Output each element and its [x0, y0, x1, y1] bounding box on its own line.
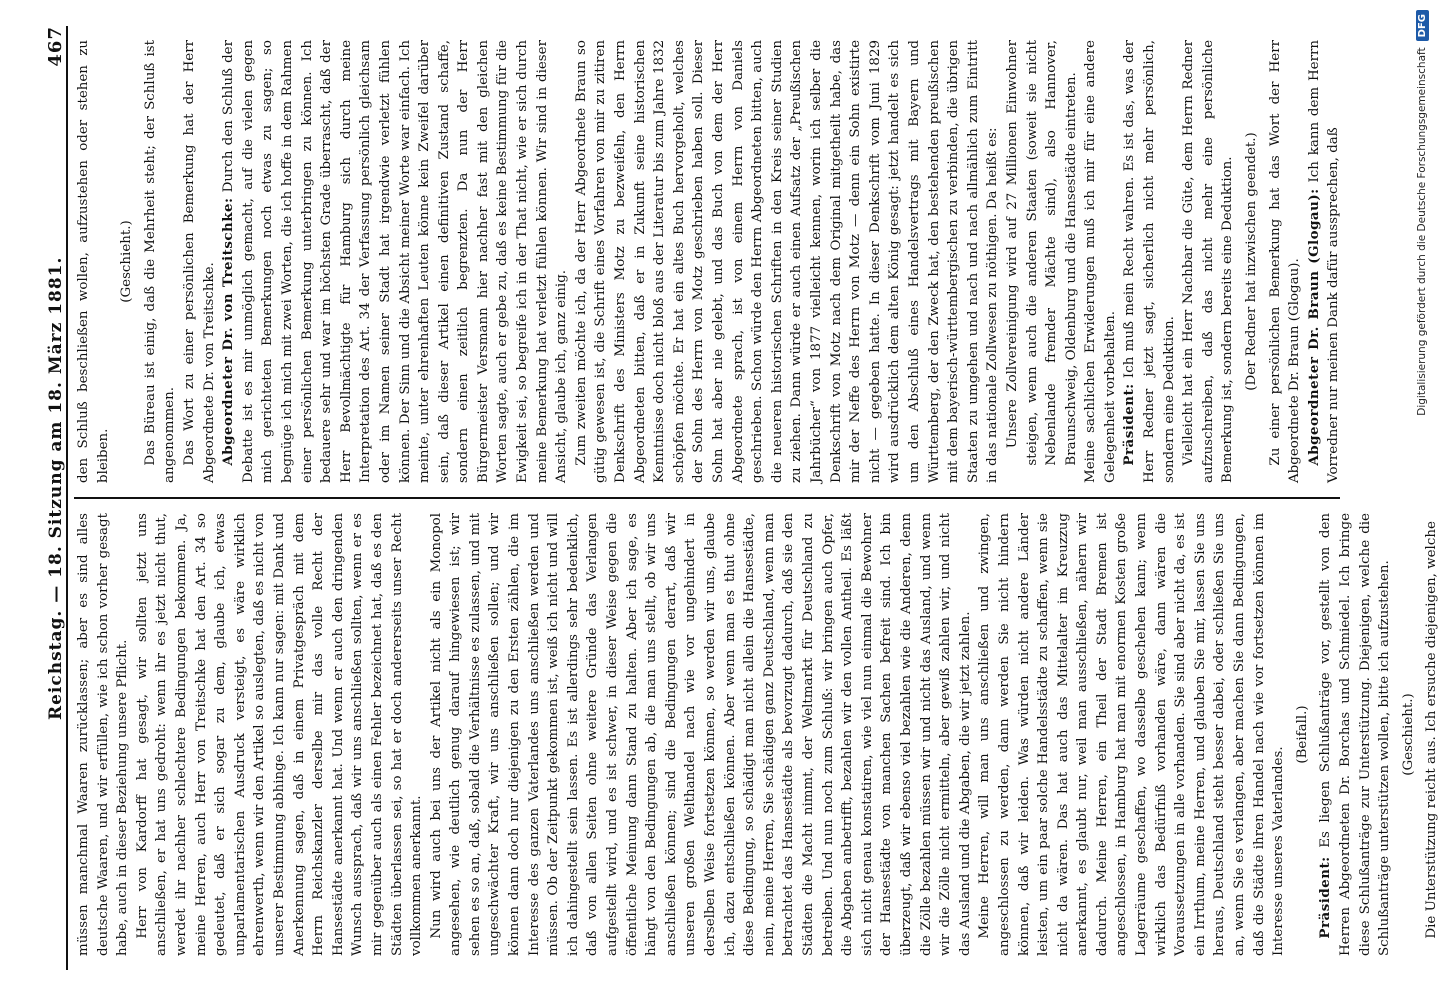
paragraph — [219, 40, 572, 483]
paragraph — [1316, 513, 1394, 956]
speaker-label: Präsident: — [1317, 856, 1334, 939]
paragraph: den Schluß beschließen wollen, aufzustehen oder stehen zu bleiben. — [76, 40, 111, 483]
speech-text: Ich muß mein Recht wahren. Es ist das, was der Herr Redner jetzt sagt, sicherlich nicht mehr persönlich, sondern eine Deduktion. — [1122, 40, 1177, 483]
quotation: Unsere Zollvereinigung wird auf 27 Millionen Einwohner steigen, wenn auch die anderen Staaten (soweit sie nicht Nebenlande fremder Mächte sind), also Hannover, Braunschweig, Oldenburg und die Hansestädte eintreten. — [1004, 40, 1079, 466]
speech-text: Es liegen Schlußanträge vor, gestellt von den Herren Abgeordneten Dr. Borchas und Schmiedel. Ich bringe diese Schlußanträge zur Unterstützung. Diejenigen, welche die Schlußanträge unterstützen wollen, bitte ich aufzustehen. — [1318, 513, 1393, 956]
speech-text: Ich kann dem Herrn Vorredner nur meinen Dank dafür aussprechen, daß — [1306, 40, 1342, 483]
page-number: 467 — [45, 26, 66, 67]
speaker-label: Präsident: — [1121, 383, 1138, 466]
paragraph: müssen manchmal Waaren zurücklassen; aber es sind alles deutsche Waaren, und wir erfüllen, wie ich schon vorher gesagt habe, auch in dieser Beziehung unsere Pflicht. — [76, 513, 131, 956]
page-header — [30, 26, 68, 970]
paragraph: Zu einer persönlichen Bemerkung hat das Wort der Herr Abgeordnete Dr. Braun (Glogau). — [1267, 40, 1303, 483]
stage-direction: (Beifall.) — [1294, 705, 1310, 764]
speech-text: Durch den Schluß der Debatte ist es mir unmöglich gemacht, auf die vielen gegen mich gerichteten Bemerkungen noch etwas zu sagen; so begnüge ich mich mit zwei Worten, die ich hoffe in dem Rahmen einer persönlichen Bemerkung unterbringen zu können. Ich bedauere sehr und war im höchsten Grade überrascht, daß der Herr Bevollmächtigte für Hamburg sich durch meine Interpretation des Art. 34 der Verfassung persönlich gleichsam oder im Namen seiner Stadt hat irgendwie verletzt fühlen können. Der Sinn und die Absicht meiner Worte war einfach. Ich meinte, unter ehrenhaften Leuten könne kein Zweifel darüber sein, daß dieser Artikel einen definitiven Zustand schaffe, sondern einen zeitlich begrenzten. Da nun der Herr Bürgermeister Versmann hier nachher fast mit den gleichen Worten sagte, auch er gebe zu, daß es keine Bestimmung für die Ewigkeit sei, so begreife ich in der That nicht, wie er sich durch meine Bemerkung hat verletzt fühlen können. Wir sind in dieser Ansicht, glaube ich, ganz einig. — [221, 39, 570, 483]
paragraph: Herr von Kardorff hat gesagt, wir sollten jetzt uns anschließen, er hat uns gedroht: wenn ihr es jetzt nicht thut, werdet ihr nachher schlechtere Bedingungen bekommen. Ja, meine Herren, auch Herr von Treitschke hat den Art. 34 so gedeutet, daß er sich sogar zu dem, glaube ich, etwas unparlamentarischen Ausdruck versteigt, es wäre wirklich ehrenwerth, wenn wir den Artikel so auslegten, daß es nicht von unserer Bestimmung abhinge. Ich kann nur sagen: mit Dank und Anerkennung sagen, daß in einem Privatgespräch mit dem Herrn Reichskanzler derselbe mir das volle Recht der Hansestädte anerkannt hat. Und wenn er auch den dringenden Wunsch aussprach, daß wir uns anschließen sollten, wenn er es mir gegenüber auch als einen Fehler bezeichnet hat, daß es den Städten überlassen sei, so hat er doch andererseits unser Recht vollkommen anerkannt. — [134, 513, 425, 956]
paragraph: Die Unterstützung reicht aus. Ich ersuche diejenigen, welche — [1424, 521, 1440, 939]
paragraph — [1120, 40, 1179, 483]
watermark-text: Digitalisierung gefördert durch die Deutsche Forschungsgemeinschaft — [1416, 47, 1428, 416]
paragraph: Das Wort zu einer persönlichen Bemerkung hat der Herr Abgeordnete Dr. von Treitschke. — [181, 40, 217, 483]
paragraph: Meine sachlichen Erwiderungen muß ich mir für eine andere Gelegenheit vorbehalten. — [1083, 40, 1118, 483]
paragraph: Nun wird auch bei uns der Artikel nicht als ein Monopol angesehen, wie deutlich genug darauf hingewiesen ist; wir sehen es so an, daß, sobald die Verhältnisse es zulassen, und mit ungeschwächter Kraft, wir uns anschließen sollen; und wir können dann doch nur diejenigen zu den Ersten zählen, die im Interesse des ganzen Vaterlandes uns anschließen werden und müssen. Ob der Zeitpunkt gekommen ist, weiß ich nicht und will ich dahingestellt sein lassen. Es ist allerdings sehr bedenklich, daß von allen Seiten ohne weitere Gründe das Verlangen aufgestellt wird, und es ist schwer, in dieser Weise gegen die öffentliche Meinung dann Stand zu halten. Aber ich sage, es hängt von den Bedingungen ab, die man uns stellt, ob wir uns anschließen können; sind die Bedingungen derart, daß wir unseren großen Welthandel nach wie vor ungehindert in derselben Weise fortsetzen können, so werden wir uns, glaube ich, dazu entschließen können. Aber wenn man es thut ohne diese Bedingung, so schädigt man nicht allein die Hansestädte, nein, meine Herren, Sie schädigen ganz Deutschland, wenn man betrachtet das Hansestädte als bevorzugt dadurch, daß sie den Städten die Macht nimmt, der Weltmarkt für Deutschland zu betreiben. Und nun noch zum Schluß: wir bringen auch Opfer, die Abgaben anbetrifft, bezahlen wir den vollen Antheil. Es läßt sich nicht genau konstatiren, wie viel nun einmal die Bewohner der Hansestädte von manchen Sachen befreit sind. Ich bin überzeugt, daß wir ebenso viel bezahlen wie die Anderen, denn die Zölle bezahlen müssen wir und nicht das Ausland, und wenn wir die Zölle nicht ermitteln, aber gewiß zahlen wir, und nicht das Ausland und die Abgaben, die wir jetzt zahlen. — [428, 513, 973, 956]
stage-direction: (Geschieht.) — [1400, 693, 1416, 776]
paragraph: Vielleicht hat ein Herr Nachbar die Güte, dem Herrn Redner aufzuschreiben, daß das nicht mehr eine persönliche Bemerkung ist, sondern bereits eine Deduktion. — [1181, 40, 1236, 483]
stage-direction: (Geschieht.) — [119, 220, 135, 303]
watermark-strip — [1408, 0, 1436, 1000]
paragraph: Zum zweiten möchte ich, da der Herr Abgeordnete Braun so gütig gewesen ist, die Schrift eines Vorfahren von mir zu zitiren Denkschrift des Ministers Motz zu bezweifeln, den Herrn Abgeordneten bitten, daß er in Zukunft seine historischen Kenntnisse doch nicht bloß aus der Literatur bis zum Jahre 1832 schöpfen möchte. Er hat ein altes Buch hervorgeholt, welches der Sohn des Herrn von Motz geschrieben haben soll. Dieser Sohn hat aber nie gelebt, und das Buch von dem der Herr Abgeordnete sprach, ist von einem Herrn von Daniels geschrieben. Schon würde den Herrn Abgeordneten bitten, auch die neueren historischen Schriften in den Kreis seiner Studien zu ziehen. Dann würde er auch einen Aufsatz der „Preußischen Jahrbücher“ von 1877 vielleicht kennen, worin ich selber die Denkschrift von Motz nach dem Original mitgetheilt habe, das mir der Neffe des Herrn von Motz — denn ein Sohn existirte nicht — gegeben hatte. In dieser Denkschrift vom Juni 1829 wird ausdrücklich dem alten König gesagt: jetzt handelt es sich um den Abschluß eines Handelsvertrags mit Bayern und Württemberg, der den Zweck hat, den bestehenden preußischen mit dem bayerisch-württembergischen zu verbinden, die übrigen Staaten zu umgehen und nach und nach allmählich zum Eintritt in das nationale Zollwesen zu nöthigen. Da heißt es: — [573, 40, 1001, 483]
right-column — [74, 26, 1340, 499]
paragraph — [1305, 40, 1344, 483]
speaker-label: Abgeordneter Dr. von Treitschke: — [220, 197, 237, 466]
dfg-logo-icon: DFG — [1416, 10, 1429, 41]
left-column — [74, 499, 1440, 970]
paragraph: Meine Herren, will man uns anschließen und zwingen, angeschlossen zu werden, dann werden Sie nicht hindern können, daß wir leiden. Was würden nicht andere Länder leisten, um ein paar solche Handelsstädte zu schaffen, wenn sie nicht da wären. Das hat auch das Mittelalter im Kreuzzug anerkannt, es glaubt nur, weil man ausschließen, nähern wir dadurch. Meine Herren, ein Theil der Stadt Bremen ist angeschlossen, in Hamburg hat man mit enormen Kosten große Lagerräume geschaffen, wo dasselbe geschehen kann; wenn wirklich das Bedürfniß vorhanden wäre, dann wären die Voraussetzungen in alle vorhanden. Sie sind aber nicht da, es ist ein Irrthum, meine Herren, und glauben Sie mir, lassen Sie uns heraus, Deutschland steht besser dabei, oder schließen Sie uns an, wenn Sie es verlangen, aber machen Sie dann Bedingungen, daß die Städte ihren Handel nach wie vor fortsetzen können im Interesse unseres Vaterlandes. — [977, 513, 1287, 956]
paragraph: Das Büreau ist einig, daß die Mehrheit steht; der Schluß ist angenommen. — [142, 40, 178, 483]
page-title: Reichstag. — 18. Sitzung am 18. März 1881. — [46, 256, 66, 721]
stage-direction: (Der Redner hat inzwischen geendet.) — [1244, 132, 1260, 391]
speaker-label: Abgeordneter Dr. Braun (Glogau): — [1305, 188, 1322, 466]
digitization-watermark — [1404, 0, 1432, 1000]
